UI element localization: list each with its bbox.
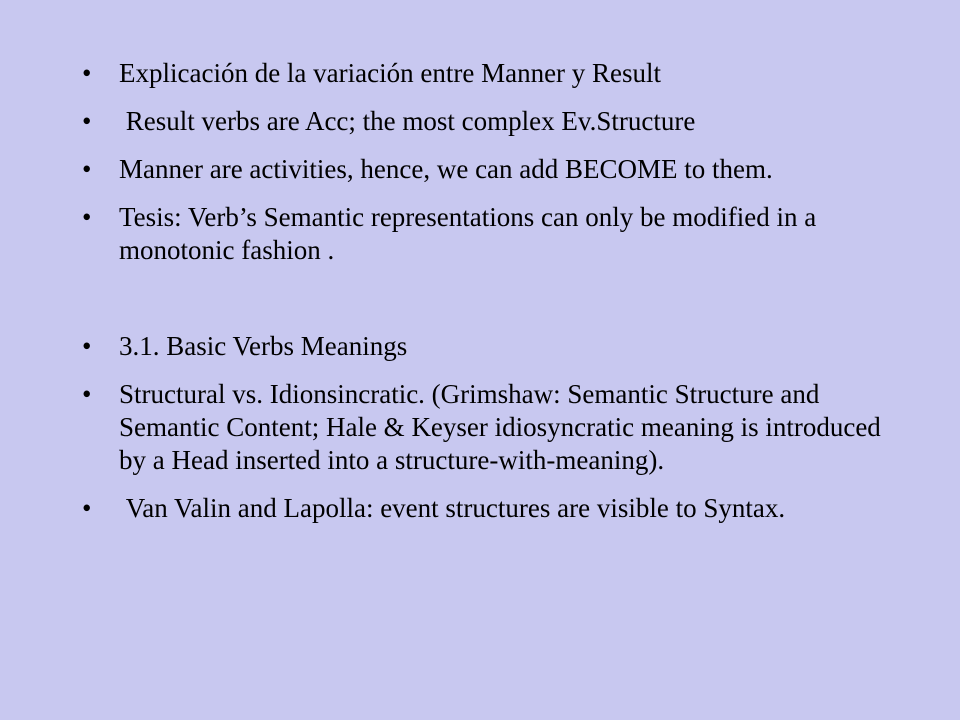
bullet-item bbox=[82, 57, 882, 90]
bullet-text: Explicación de la variación entre Manner y Result bbox=[119, 58, 662, 88]
bullet-text: Tesis: Verb’s Semantic representations can only be modified in a monotonic fashion . bbox=[119, 202, 817, 265]
bullet-item bbox=[82, 330, 882, 363]
bullet-dot-icon: • bbox=[82, 379, 92, 409]
bullet-text: Result verbs are Acc; the most complex Ev.Structure bbox=[119, 106, 696, 136]
bullet-list bbox=[82, 57, 882, 540]
bullet-item bbox=[82, 105, 882, 138]
bullet-dot-icon: • bbox=[82, 58, 92, 88]
bullet-text: Manner are activities, hence, we can add BECOME to them. bbox=[119, 154, 773, 184]
bullet-dot-icon: • bbox=[82, 331, 92, 361]
bullet-dot-icon: • bbox=[82, 154, 92, 184]
bullet-dot-icon: • bbox=[82, 106, 92, 136]
bullet-item bbox=[82, 201, 882, 267]
section-spacer bbox=[82, 282, 882, 330]
bullet-item bbox=[82, 378, 882, 477]
bullet-item bbox=[82, 153, 882, 186]
bullet-text: Van Valin and Lapolla: event structures are visible to Syntax. bbox=[119, 493, 786, 523]
bullet-dot-icon: • bbox=[82, 202, 92, 232]
bullet-item bbox=[82, 492, 882, 525]
bullet-text: 3.1. Basic Verbs Meanings bbox=[119, 331, 408, 361]
bullet-text: Structural vs. Idionsincratic. (Grimshaw: Semantic Structure and Semantic Content; Hale & Keyser idiosyncratic meaning is introduced by a Head inserted into a structure-with-meaning). bbox=[119, 379, 881, 475]
bullet-dot-icon: • bbox=[82, 493, 92, 523]
